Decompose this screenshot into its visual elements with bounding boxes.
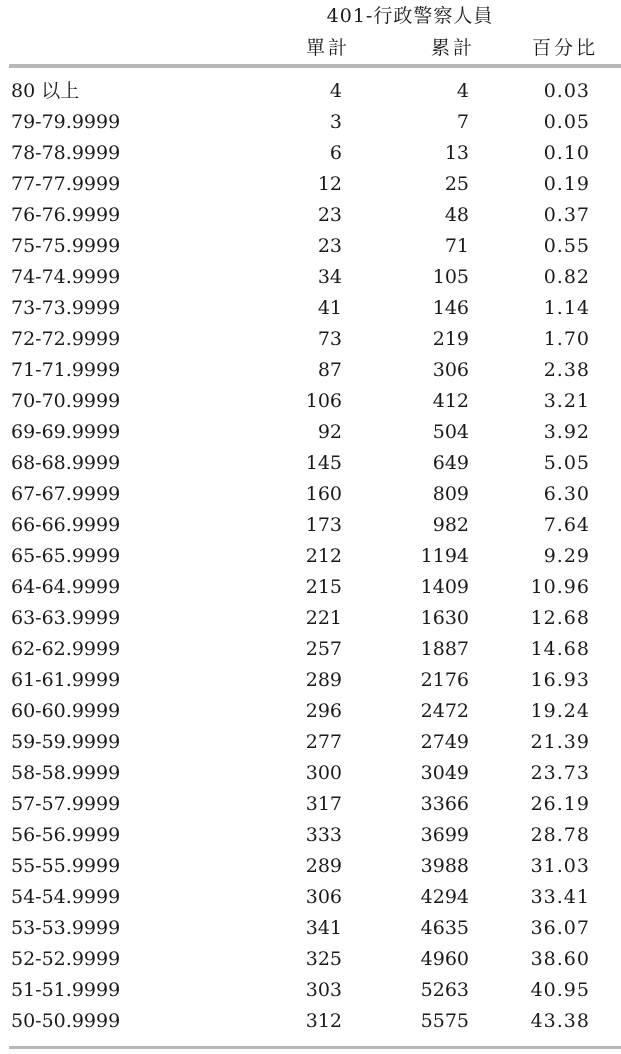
cumulative-count-cell: 5575 [420, 1010, 469, 1032]
single-count-cell: 3 [329, 111, 342, 133]
percent-cell: 9.29 [543, 545, 590, 567]
single-count-cell: 317 [305, 793, 342, 815]
table-row [0, 885, 621, 916]
table-row [0, 978, 621, 1009]
table-row [0, 668, 621, 699]
single-count-cell: 34 [317, 266, 342, 288]
table-row [0, 420, 621, 451]
score-range-cell: 68-68.9999 [11, 452, 121, 474]
score-range-cell: 62-62.9999 [11, 638, 121, 660]
score-range-cell: 61-61.9999 [11, 669, 121, 691]
score-range-cell: 79-79.9999 [11, 111, 121, 133]
cumulative-count-cell: 3988 [420, 855, 469, 877]
cumulative-count-cell: 4635 [420, 917, 469, 939]
table-row [0, 761, 621, 792]
cumulative-count-cell: 5263 [420, 979, 469, 1001]
cumulative-count-cell: 71 [444, 235, 469, 257]
score-range-cell: 59-59.9999 [11, 731, 121, 753]
percent-cell: 31.03 [530, 855, 590, 877]
percent-cell: 36.07 [530, 917, 590, 939]
table-row [0, 203, 621, 234]
score-range-cell: 52-52.9999 [11, 948, 121, 970]
score-range-cell: 69-69.9999 [11, 421, 121, 443]
percent-cell: 33.41 [530, 886, 590, 908]
table-row [0, 699, 621, 730]
table-row [0, 327, 621, 358]
cumulative-count-cell: 1409 [420, 576, 469, 598]
score-range-cell: 67-67.9999 [11, 483, 121, 505]
cumulative-count-cell: 3049 [420, 762, 469, 784]
percent-cell: 6.30 [543, 483, 590, 505]
cumulative-count-cell: 2472 [420, 700, 469, 722]
single-count-cell: 300 [305, 762, 342, 784]
table-row [0, 823, 621, 854]
single-count-cell: 145 [305, 452, 342, 474]
score-range-cell: 72-72.9999 [11, 328, 121, 350]
cumulative-count-cell: 412 [432, 390, 469, 412]
percent-cell: 2.38 [543, 359, 590, 381]
cumulative-count-cell: 48 [444, 204, 469, 226]
score-range-cell: 55-55.9999 [11, 855, 121, 877]
cumulative-count-cell: 1887 [420, 638, 469, 660]
percent-cell: 14.68 [530, 638, 590, 660]
cumulative-count-cell: 982 [432, 514, 469, 536]
score-range-cell: 53-53.9999 [11, 917, 121, 939]
single-count-cell: 303 [305, 979, 342, 1001]
score-range-cell: 80 以上 [11, 80, 80, 102]
cumulative-count-cell: 809 [432, 483, 469, 505]
percent-cell: 16.93 [530, 669, 590, 691]
table-row [0, 916, 621, 947]
table-row [0, 606, 621, 637]
cumulative-count-cell: 504 [432, 421, 469, 443]
score-range-cell: 54-54.9999 [11, 886, 121, 908]
cumulative-count-cell: 4294 [420, 886, 469, 908]
single-count-cell: 41 [317, 297, 342, 319]
single-count-cell: 277 [305, 731, 342, 753]
score-range-cell: 77-77.9999 [11, 173, 121, 195]
single-count-cell: 73 [317, 328, 342, 350]
single-count-cell: 325 [305, 948, 342, 970]
single-count-cell: 221 [305, 607, 342, 629]
cumulative-count-cell: 7 [456, 111, 469, 133]
score-range-cell: 58-58.9999 [11, 762, 121, 784]
table-row [0, 947, 621, 978]
score-range-cell: 66-66.9999 [11, 514, 121, 536]
percent-cell: 1.70 [543, 328, 590, 350]
cumulative-count-cell: 219 [432, 328, 469, 350]
cumulative-count-cell: 146 [432, 297, 469, 319]
percent-cell: 0.03 [543, 80, 590, 102]
cumulative-count-cell: 3366 [420, 793, 469, 815]
table-row [0, 110, 621, 141]
bottom-rule [9, 1046, 621, 1049]
table-row [0, 141, 621, 172]
cumulative-count-cell: 2176 [420, 669, 469, 691]
score-range-cell: 73-73.9999 [11, 297, 121, 319]
single-count-cell: 173 [305, 514, 342, 536]
percent-cell: 43.38 [530, 1010, 590, 1032]
table-row [0, 265, 621, 296]
table-row [0, 1009, 621, 1040]
single-count-cell: 312 [305, 1010, 342, 1032]
table-title: 401-行政警察人員 [326, 5, 494, 27]
cumulative-count-cell: 1194 [420, 545, 469, 567]
header-single-count: 單計 [305, 37, 350, 59]
table-body [0, 79, 621, 1040]
single-count-cell: 23 [317, 204, 342, 226]
single-count-cell: 289 [305, 855, 342, 877]
cumulative-count-cell: 3699 [420, 824, 469, 846]
table-row [0, 792, 621, 823]
score-range-cell: 56-56.9999 [11, 824, 121, 846]
single-count-cell: 160 [305, 483, 342, 505]
percent-cell: 0.10 [543, 142, 590, 164]
single-count-cell: 12 [317, 173, 342, 195]
cumulative-count-cell: 4960 [420, 948, 469, 970]
single-count-cell: 6 [329, 142, 342, 164]
table-row [0, 389, 621, 420]
percent-cell: 21.39 [530, 731, 590, 753]
score-range-cell: 60-60.9999 [11, 700, 121, 722]
table-row [0, 79, 621, 110]
single-count-cell: 296 [305, 700, 342, 722]
single-count-cell: 92 [317, 421, 342, 443]
percent-cell: 28.78 [530, 824, 590, 846]
score-range-cell: 51-51.9999 [11, 979, 121, 1001]
table-row [0, 234, 621, 265]
cumulative-count-cell: 4 [456, 80, 469, 102]
cumulative-count-cell: 2749 [420, 731, 469, 753]
table-row [0, 482, 621, 513]
header-cumulative: 累計 [430, 37, 475, 59]
table-row [0, 513, 621, 544]
percent-cell: 3.92 [543, 421, 590, 443]
percent-cell: 40.95 [530, 979, 590, 1001]
score-range-cell: 76-76.9999 [11, 204, 121, 226]
percent-cell: 3.21 [543, 390, 590, 412]
single-count-cell: 341 [305, 917, 342, 939]
table-row [0, 730, 621, 761]
table-row [0, 172, 621, 203]
table-row [0, 451, 621, 482]
percent-cell: 38.60 [530, 948, 590, 970]
single-count-cell: 106 [305, 390, 342, 412]
score-range-cell: 70-70.9999 [11, 390, 121, 412]
percent-cell: 26.19 [530, 793, 590, 815]
percent-cell: 0.82 [543, 266, 590, 288]
percent-cell: 1.14 [543, 297, 590, 319]
cumulative-count-cell: 105 [432, 266, 469, 288]
cumulative-count-cell: 25 [444, 173, 469, 195]
score-range-cell: 78-78.9999 [11, 142, 121, 164]
single-count-cell: 257 [305, 638, 342, 660]
single-count-cell: 289 [305, 669, 342, 691]
percent-cell: 0.05 [543, 111, 590, 133]
percent-cell: 19.24 [530, 700, 590, 722]
percent-cell: 0.37 [543, 204, 590, 226]
cumulative-count-cell: 1630 [420, 607, 469, 629]
header-rule [9, 64, 621, 68]
single-count-cell: 215 [305, 576, 342, 598]
table-row [0, 358, 621, 389]
percent-cell: 10.96 [530, 576, 590, 598]
table-row [0, 854, 621, 885]
table-row [0, 637, 621, 668]
single-count-cell: 4 [329, 80, 342, 102]
percent-cell: 0.19 [543, 173, 590, 195]
cumulative-count-cell: 306 [432, 359, 469, 381]
table-row [0, 296, 621, 327]
percent-cell: 5.05 [543, 452, 590, 474]
score-range-cell: 65-65.9999 [11, 545, 121, 567]
percent-cell: 12.68 [530, 607, 590, 629]
score-range-cell: 71-71.9999 [11, 359, 121, 381]
single-count-cell: 212 [305, 545, 342, 567]
single-count-cell: 87 [317, 359, 342, 381]
cumulative-count-cell: 13 [444, 142, 469, 164]
percent-cell: 23.73 [530, 762, 590, 784]
score-range-cell: 63-63.9999 [11, 607, 121, 629]
single-count-cell: 306 [305, 886, 342, 908]
score-range-cell: 74-74.9999 [11, 266, 121, 288]
single-count-cell: 333 [305, 824, 342, 846]
header-percent: 百分比 [531, 37, 598, 59]
score-range-cell: 57-57.9999 [11, 793, 121, 815]
score-range-cell: 50-50.9999 [11, 1010, 121, 1032]
table-row [0, 544, 621, 575]
percent-cell: 0.55 [543, 235, 590, 257]
cumulative-count-cell: 649 [432, 452, 469, 474]
single-count-cell: 23 [317, 235, 342, 257]
percent-cell: 7.64 [543, 514, 590, 536]
score-range-cell: 75-75.9999 [11, 235, 121, 257]
score-range-cell: 64-64.9999 [11, 576, 121, 598]
table-row [0, 575, 621, 606]
